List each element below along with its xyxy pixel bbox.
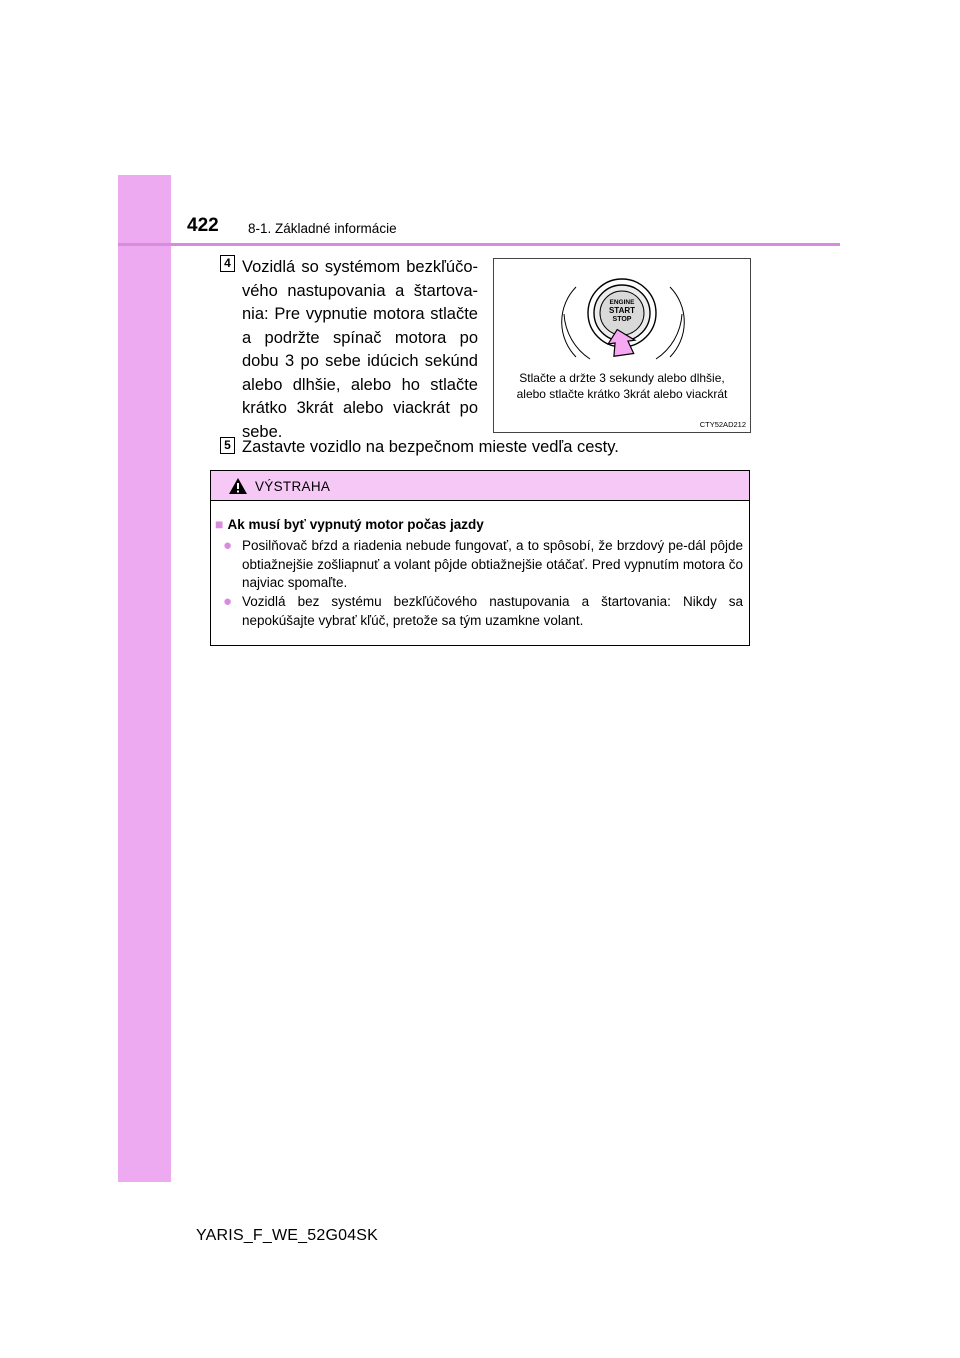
bullet-dot-icon: ● [223, 593, 233, 610]
step-5-text: Zastavte vozidlo na bezpečnom mieste vedľa cesty. [242, 438, 619, 456]
illustration-code: CTY52AD212 [699, 420, 746, 429]
warning-triangle-icon [228, 477, 248, 495]
warning-header [211, 471, 749, 501]
warning-subtitle [215, 516, 484, 532]
side-tab-bar [118, 175, 171, 1182]
button-label-start: START [608, 306, 636, 315]
square-bullet-icon: ■ [215, 516, 224, 532]
step-5-number: 5 [220, 437, 235, 454]
button-label-engine: ENGINE [609, 299, 635, 306]
caption-line-2: alebo stlačte krátko 3krát alebo viackrát [516, 387, 728, 401]
caption-line-1: Stlačte a držte 3 sekundy alebo dlhšie, [519, 371, 725, 385]
section-title: 8-1. Základné informácie [248, 221, 397, 236]
warning-bullet-text: Posilňovač bŕzd a riadenia nebude fungovať, a to spôsobí, že brzdový pe-dál pôjde obtiažnejšie zošliapnuť a volant pôjde obtiažnejšie otáčať. Pred vypnutím motora čo najviac spomaľte. [242, 538, 743, 590]
warning-bullet [223, 537, 743, 593]
header-divider [118, 243, 840, 246]
button-label-stop: STOP [612, 316, 632, 323]
engine-switch-illustration [493, 258, 751, 433]
bullet-dot-icon: ● [223, 537, 233, 554]
warning-bullet-text: Vozidlá bez systému bezkľúčového nastupovania a štartovania: Nikdy sa nepokúšajte vybrať kľúč, pretože sa tým uzamkne volant. [242, 594, 743, 628]
warning-subtitle-text: Ak musí byť vypnutý motor počas jazdy [227, 517, 484, 532]
footer-code: YARIS_F_WE_52G04SK [196, 1227, 379, 1244]
warning-bullet [223, 593, 743, 630]
engine-button-drawing [494, 259, 750, 369]
warning-box [210, 470, 750, 646]
illustration-caption [494, 370, 750, 402]
step-4-number: 4 [220, 255, 235, 272]
page-number: 422 [187, 215, 219, 236]
warning-label: VÝSTRAHA [255, 479, 331, 494]
step-4-text: Vozidlá so systémom bezkľúčo-vého nastupovania a štartova-nia: Pre vypnutie motora stlačte a podržte spínač motora po dobu 3 po sebe idúcich sekúnd alebo dlhšie, alebo ho stlačte krátko 3krát alebo viackrát po sebe. [242, 258, 478, 441]
